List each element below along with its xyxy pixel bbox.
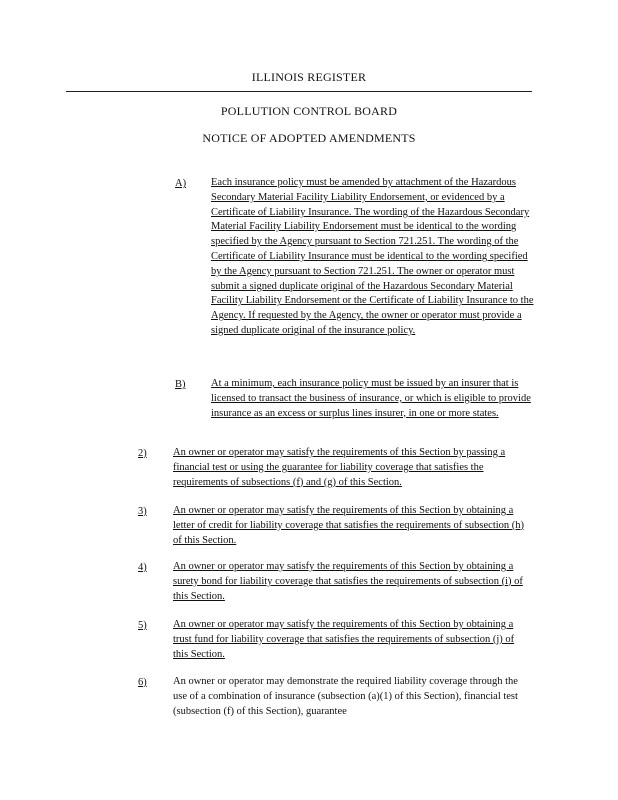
board-title: POLLUTION CONTROL BOARD	[220, 104, 398, 118]
paragraph-2: An owner or operator may satisfy the requirements of this Section by passing a financial test or using the guarantee for liability coverage that satisfies the requirements of subsections (f) and (g) of this Section.	[173, 447, 506, 488]
paragraph-b: At a minimum, each insurance policy must be issued by an insurer that is licensed to transact the business of insurance, or which is eligible to provide insurance as an excess or surplus lines insurer, in one or more states.	[211, 378, 531, 419]
item-marker-5: 5)	[138, 620, 147, 631]
paragraph-6: An owner or operator may demonstrate the required liability coverage through the use of a combination of insurance (subsection (a)(1) of this Section), financial test (subsection (f) of this Section), guarantee	[173, 676, 518, 717]
item-marker-4: 4)	[138, 562, 147, 573]
register-title: ILLINOIS REGISTER	[251, 70, 367, 84]
item-marker-b: B)	[175, 379, 186, 390]
item-marker-3: 3)	[138, 506, 147, 517]
item-marker-a: A)	[175, 178, 187, 189]
item-marker-6: 6)	[138, 677, 147, 688]
paragraph-3: An owner or operator may satisfy the requirements of this Section by obtaining a letter of credit for liability coverage that satisfies the requirements of subsection (h) of this Section.	[173, 505, 525, 546]
item-marker-2: 2)	[138, 448, 147, 459]
notice-title: NOTICE OF ADOPTED AMENDMENTS	[202, 131, 416, 145]
paragraph-4: An owner or operator may satisfy the requirements of this Section by obtaining a surety bond for liability coverage that satisfies the requirements of subsection (i) of this Section.	[173, 561, 523, 602]
paragraph-5: An owner or operator may satisfy the requirements of this Section by obtaining a trust fund for liability coverage that satisfies the requirements of subsection (j) of this Section.	[173, 619, 515, 660]
paragraph-a: Each insurance policy must be amended by attachment of the Hazardous Secondary Material Facility Liability Endorsement, or evidenced by a Certificate of Liability Insurance. The wording of the Hazardous Secondary Material Facility Liability Endorsement must be identical to the wording specified by the Agency pursuant to Section 721.251. The wording of the Certificate of Liability Insurance must be identical to the wording specified by the Agency pursuant to Section 721.251. The owner or operator must submit a signed duplicate original of the Hazardous Secondary Material Facility Liability Endorsement or the Certificate of Liability Insurance to the Agency. If requested by the Agency, the owner or operator must provide a signed duplicate original of the insurance policy.	[211, 177, 534, 336]
header-rule	[66, 91, 532, 92]
